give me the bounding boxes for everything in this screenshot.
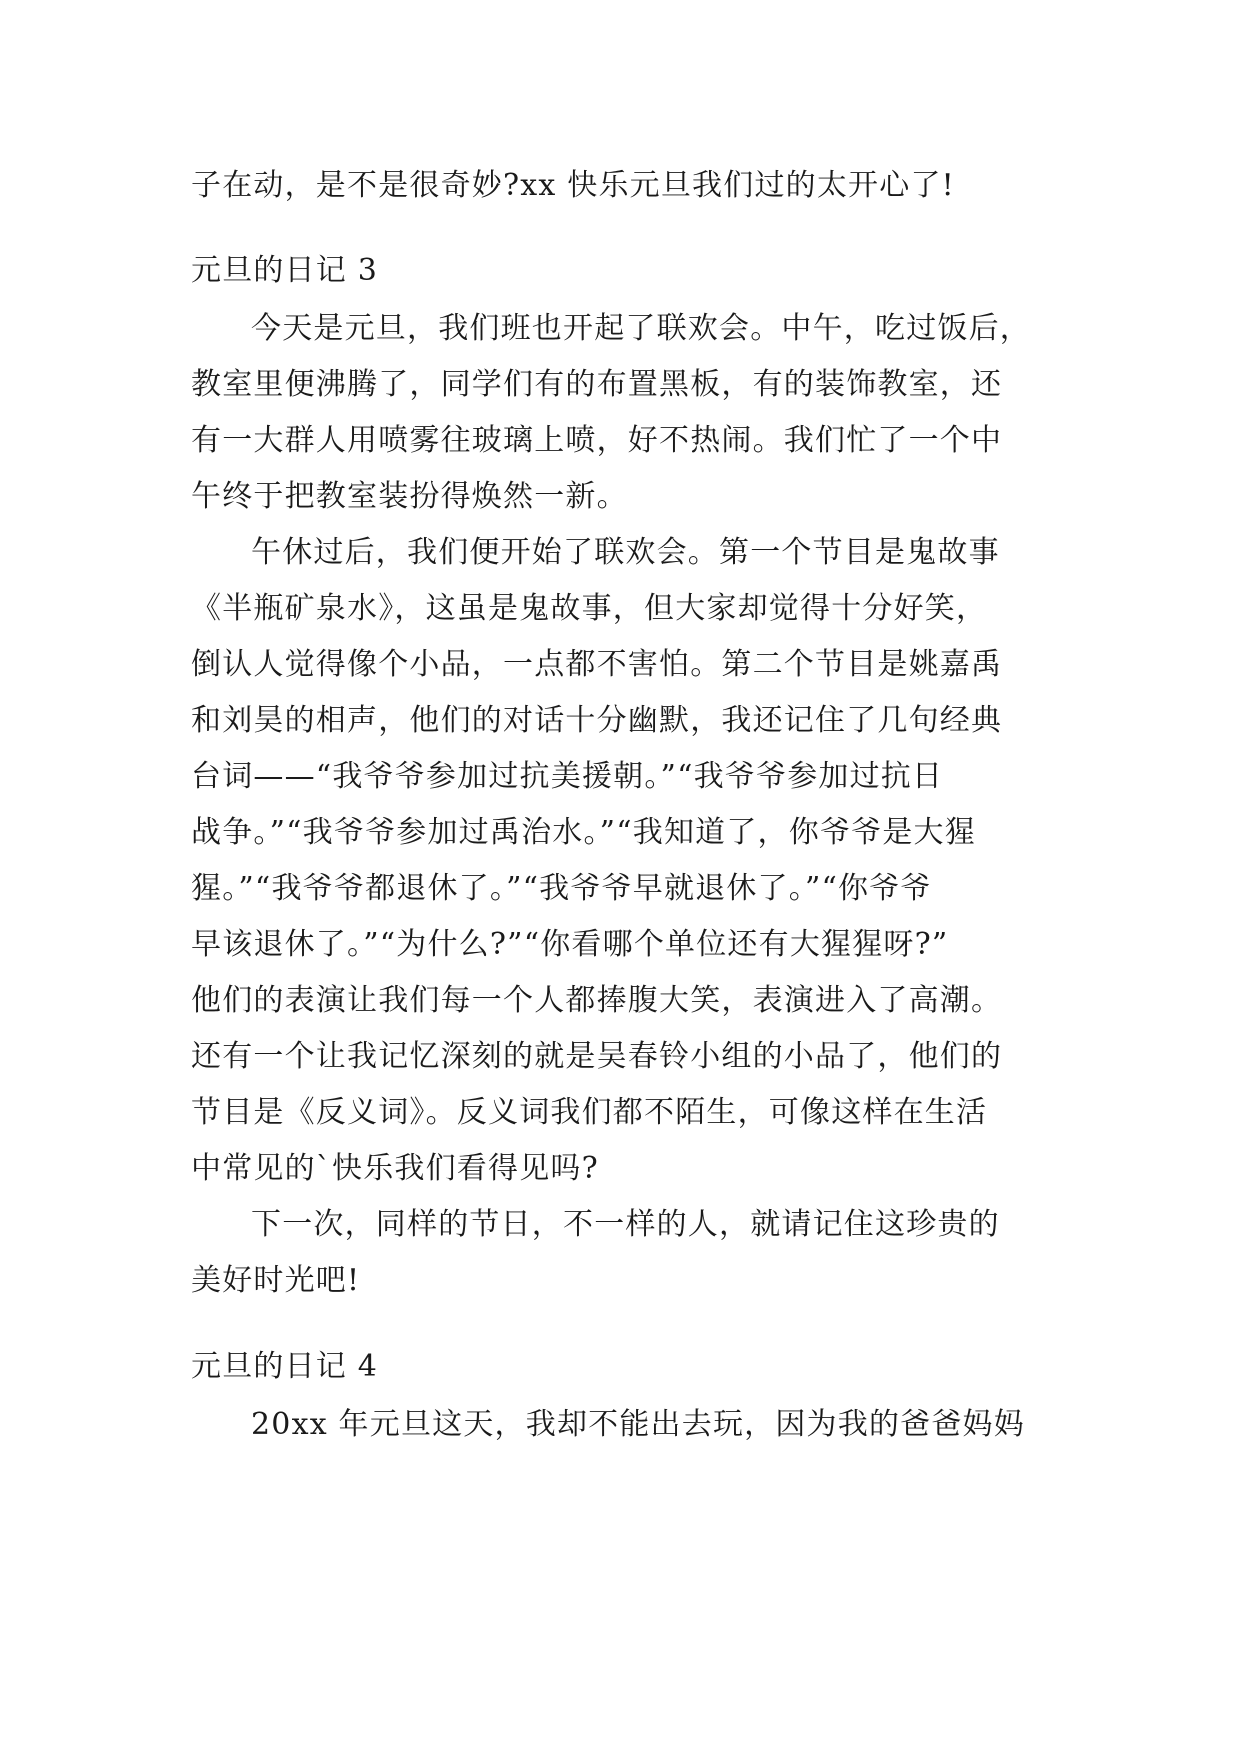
paragraph-line: 下一次，同样的节日，不一样的人，就请记住这珍贵的 [251,1207,1000,1242]
section-heading: 元旦的日记 4 [191,1349,379,1384]
paragraph-line: 猩。”“我爷爷都退休了。”“我爷爷早就退休了。”“你爷爷 [191,871,932,906]
paragraph-line: 午终于把教室装扮得焕然一新。 [191,479,628,514]
paragraph-line: 20xx 年元旦这天，我却不能出去玩，因为我的爸爸妈妈 [251,1407,1025,1442]
paragraph-line: 午休过后，我们便开始了联欢会。第一个节目是鬼故事 [251,535,1000,570]
paragraph-line: 早该退休了。”“为什么?”“你看哪个单位还有大猩猩呀?” [191,927,949,962]
paragraph-line: 有一大群人用喷雾往玻璃上喷，好不热闹。我们忙了一个中 [191,423,1003,458]
paragraph-line: 中常见的`快乐我们看得见吗? [191,1151,599,1186]
paragraph-line: 节目是《反义词》。反义词我们都不陌生，可像这样在生活 [191,1095,988,1130]
paragraph-line: 和刘昊的相声，他们的对话十分幽默，我还记住了几句经典 [191,703,1003,738]
paragraph-line: 还有一个让我记忆深刻的就是吴春铃小组的小品了，他们的 [191,1039,1003,1074]
paragraph-line: 倒认人觉得像个小品，一点都不害怕。第二个节目是姚嘉禹 [191,647,1003,682]
paragraph-line: 他们的表演让我们每一个人都捧腹大笑，表演进入了高潮。 [191,983,1003,1018]
text-line: 子在动，是不是很奇妙?xx 快乐元旦我们过的太开心了! [191,168,955,203]
paragraph-line: 美好时光吧! [191,1263,361,1298]
paragraph-line: 教室里便沸腾了，同学们有的布置黑板，有的装饰教室，还 [191,367,1003,402]
section-heading: 元旦的日记 3 [191,253,379,288]
paragraph-line: 战争。”“我爷爷参加过禹治水。”“我知道了，你爷爷是大猩 [191,815,976,850]
paragraph-line: 今天是元旦，我们班也开起了联欢会。中午，吃过饭后， [251,311,1031,346]
paragraph-line: 《半瓶矿泉水》，这虽是鬼故事，但大家却觉得十分好笑， [191,591,988,626]
paragraph-line: 台词——“我爷爷参加过抗美援朝。”“我爷爷参加过抗日 [191,759,944,794]
